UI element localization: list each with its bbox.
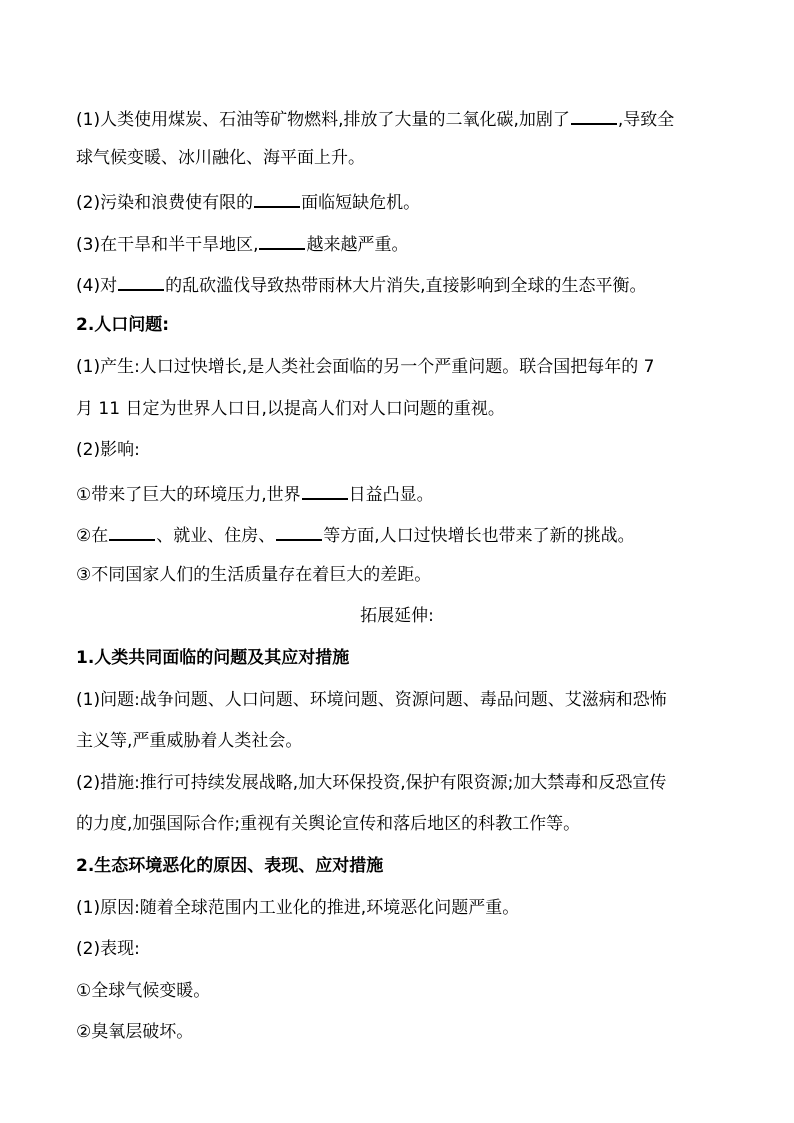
- paragraph-line: (1)产生:人口过快增长,是人类社会面临的另一个严重问题。联合国把每年的 7: [76, 357, 655, 377]
- paragraph-line: 主义等,严重威胁着人类社会。: [76, 731, 303, 751]
- fill-in-blank: [254, 188, 300, 208]
- text-segment: ②在: [76, 526, 109, 546]
- paragraph-line: 的力度,加强国际合作;重视有关舆论宣传和落后地区的科教工作等。: [76, 814, 581, 834]
- paragraph-line: [76, 230, 736, 257]
- fill-in-blank: [571, 105, 617, 125]
- fill-in-blank: [109, 521, 155, 541]
- text-segment: (4)对: [76, 276, 118, 296]
- text-segment: 的乱砍滥伐导致热带雨林大片消失,直接影响到全球的生态平衡。: [165, 276, 647, 296]
- section-heading: 1.人类共同面临的问题及其应对措施: [76, 648, 350, 668]
- text-segment: (3)在干旱和半干旱地区,: [76, 235, 259, 255]
- paragraph-line: [76, 480, 736, 507]
- paragraph-line: [76, 188, 736, 215]
- text-segment: ,导致全: [617, 110, 675, 130]
- text-segment: 日益凸显。: [348, 485, 434, 505]
- text-segment: ①带来了巨大的环境压力,世界: [76, 485, 301, 505]
- extension-heading: 拓展延伸:: [360, 606, 434, 626]
- fill-in-blank: [302, 480, 348, 500]
- text-segment: 越来越严重。: [306, 235, 409, 255]
- fill-in-blank: [276, 521, 322, 541]
- fill-in-blank: [118, 271, 164, 291]
- paragraph-line: ①全球气候变暖。: [76, 981, 211, 1001]
- paragraph-line: (2)影响:: [76, 440, 140, 460]
- paragraph-line: 月 11 日定为世界人口日,以提高人们对人口问题的重视。: [76, 399, 505, 419]
- paragraph-line: (1)原因:随着全球范围内工业化的推进,环境恶化问题严重。: [76, 898, 520, 918]
- text-segment: 、就业、住房、: [156, 526, 276, 546]
- paragraph-line: 球气候变暖、冰川融化、海平面上升。: [76, 148, 365, 168]
- text-segment: (2)污染和浪费使有限的: [76, 193, 254, 213]
- paragraph-line: [76, 521, 736, 548]
- text-segment: 等方面,人口过快增长也带来了新的挑战。: [323, 526, 635, 546]
- paragraph-line: ②臭氧层破坏。: [76, 1022, 194, 1042]
- paragraph-line: (2)措施:推行可持续发展战略,加大环保投资,保护有限资源;加大禁毒和反恐宣传: [76, 773, 667, 793]
- paragraph-line: [76, 271, 736, 298]
- paragraph-line: [76, 105, 736, 132]
- text-segment: 面临短缺危机。: [301, 193, 421, 213]
- text-segment: (1)人类使用煤炭、石油等矿物燃料,排放了大量的二氧化碳,加剧了: [76, 110, 570, 130]
- section-heading: 2.人口问题:: [76, 315, 170, 335]
- paragraph-line: (2)表现:: [76, 939, 140, 959]
- paragraph-line: ③不同国家人们的生活质量存在着巨大的差距。: [76, 565, 432, 585]
- paragraph-line: (1)问题:战争问题、人口问题、环境问题、资源问题、毒品问题、艾滋病和恐怖: [76, 690, 667, 710]
- section-heading: 2.生态环境恶化的原因、表现、应对措施: [76, 856, 384, 876]
- fill-in-blank: [259, 230, 305, 250]
